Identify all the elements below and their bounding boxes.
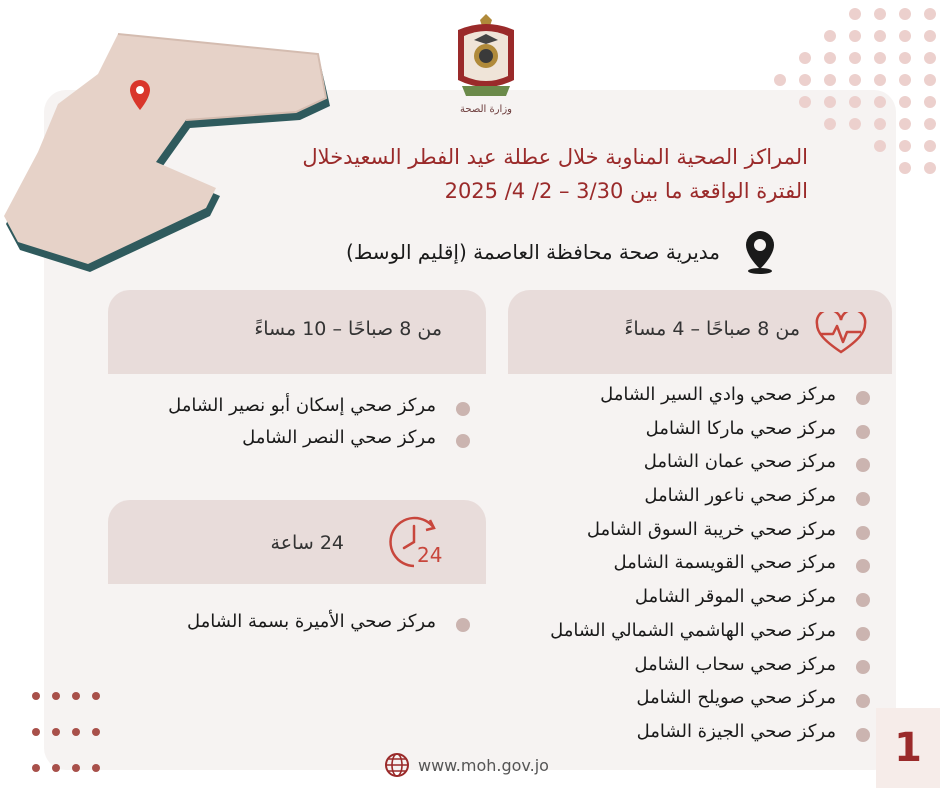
list-item: مركز صحي الموقر الشامل bbox=[510, 580, 870, 614]
page-title bbox=[200, 140, 808, 208]
centers-list-evening bbox=[130, 390, 470, 454]
list-item: مركز صحي الهاشمي الشمالي الشامل bbox=[510, 614, 870, 648]
title-line-1: المراكز الصحية المناوبة خلال عطلة عيد الفطر السعيدخلال bbox=[302, 145, 808, 169]
list-item: مركز صحي النصر الشامل bbox=[130, 422, 470, 454]
clock-24-icon bbox=[384, 512, 444, 572]
list-item: مركز صحي خريبة السوق الشامل bbox=[510, 513, 870, 547]
list-item: مركز صحي الأميرة بسمة الشامل bbox=[130, 606, 470, 638]
list-item: مركز صحي ماركا الشامل bbox=[510, 412, 870, 446]
list-item: مركز صحي عمان الشامل bbox=[510, 445, 870, 479]
title-line-2: الفترة الواقعة ما بين 3/30 – 2/ 4/ 2025 bbox=[444, 179, 808, 203]
shift-hours-24h: 24 ساعة bbox=[270, 532, 344, 554]
list-item: مركز صحي ناعور الشامل bbox=[510, 479, 870, 513]
list-item: مركز صحي القويسمة الشامل bbox=[510, 546, 870, 580]
centers-list-day bbox=[510, 378, 870, 749]
centers-list-24h bbox=[130, 606, 470, 638]
royal-emblem-logo bbox=[448, 10, 524, 102]
list-item: مركز صحي صويلح الشامل bbox=[510, 681, 870, 715]
heartbeat-icon bbox=[815, 312, 867, 356]
ministry-name: وزارة الصحة bbox=[460, 104, 512, 115]
list-item: مركز صحي الجيزة الشامل bbox=[510, 715, 870, 749]
svg-text:24: 24 bbox=[417, 543, 443, 567]
website-url[interactable]: www.moh.gov.jo bbox=[418, 756, 549, 775]
shift-hours-day: من 8 صباحًا – 4 مساءً bbox=[624, 318, 800, 340]
list-item: مركز صحي إسكان أبو نصير الشامل bbox=[130, 390, 470, 422]
list-item: مركز صحي وادي السير الشامل bbox=[510, 378, 870, 412]
globe-icon bbox=[384, 752, 410, 778]
map-pin-icon bbox=[742, 229, 778, 275]
page-number: 1 bbox=[876, 708, 940, 788]
list-item: مركز صحي سحاب الشامل bbox=[510, 648, 870, 682]
decorative-dots-bottom-left bbox=[28, 688, 108, 778]
shift-hours-evening: من 8 صباحًا – 10 مساءً bbox=[254, 318, 442, 340]
directorate-label: مديرية صحة محافظة العاصمة (إقليم الوسط) bbox=[346, 240, 720, 264]
